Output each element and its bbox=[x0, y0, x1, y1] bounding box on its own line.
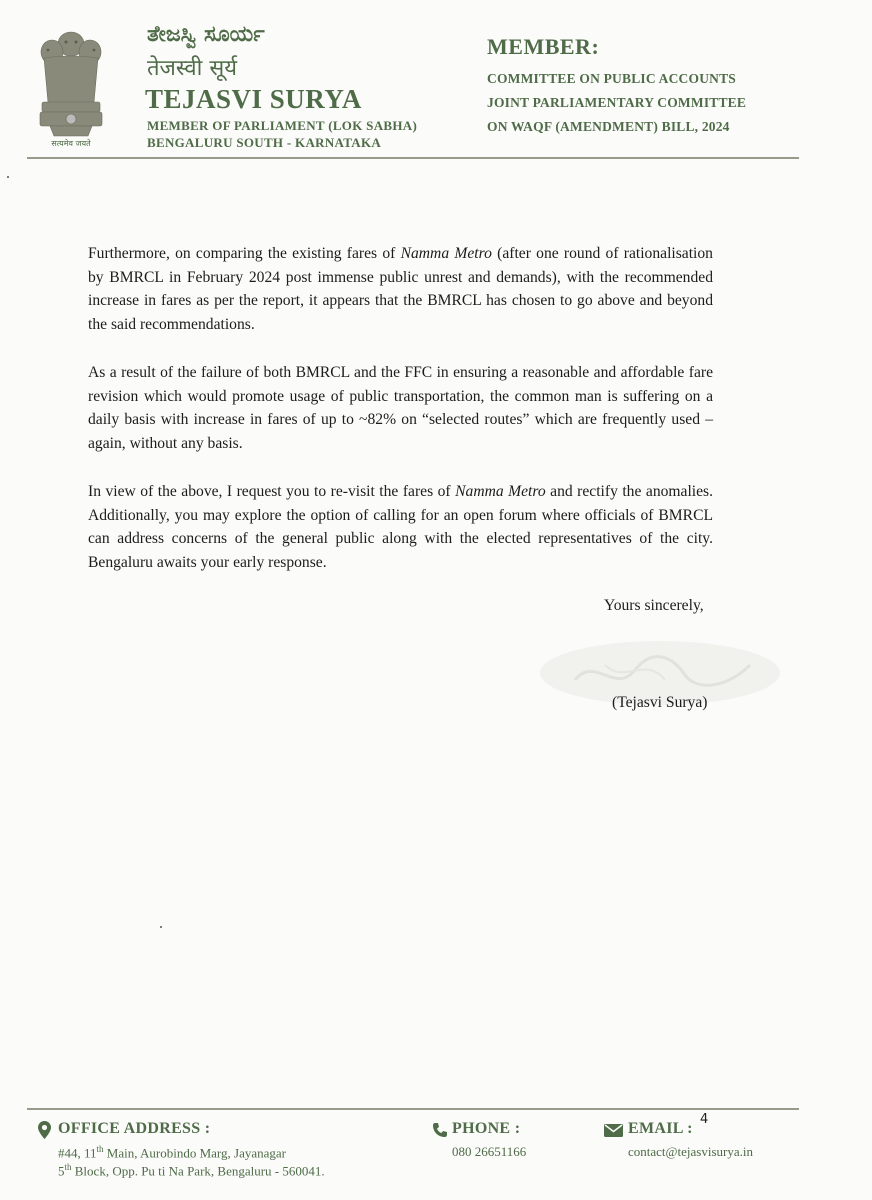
signatory-name: (Tejasvi Surya) bbox=[612, 694, 708, 711]
email-icon bbox=[604, 1124, 623, 1137]
emblem-motto: सत्यमेव जयते bbox=[51, 139, 91, 148]
address-text: 5 bbox=[58, 1163, 65, 1179]
paragraph-text: and rectify the anomalies. Additionally, you may explore the option of calling for an open forum where officials of BMRCL can address concerns of the general public along with the elected representatives of the city. Bengaluru awaits your early response. bbox=[88, 483, 714, 571]
state-emblem-icon bbox=[30, 24, 112, 152]
metro-name: Namma Metro bbox=[455, 483, 546, 500]
paragraph-request bbox=[88, 480, 713, 574]
name-english: TEJASVI SURYA bbox=[145, 84, 362, 114]
paragraph-text: In view of the above, I request you to re-visit the fares of bbox=[88, 483, 456, 500]
phone-icon bbox=[432, 1122, 448, 1138]
address-text: Main, Aurobindo Marg, Jayanagar bbox=[103, 1145, 286, 1161]
phone-label: PHONE : bbox=[452, 1120, 521, 1137]
paragraph-fare-revision: As a result of the failure of both BMRCL and the FFC in ensuring a reasonable and affordable fare revision which would promote usage of public transportation, the common man is suffering on a daily basis with increase in fares of up to ~82% on “selected routes” which are frequently used – again, without any basis. bbox=[88, 364, 713, 452]
ordinal-suffix: th bbox=[64, 1162, 72, 1172]
address-line-2 bbox=[58, 1162, 325, 1179]
designation: MEMBER OF PARLIAMENT (LOK SABHA) bbox=[147, 118, 418, 133]
scan-speck bbox=[7, 176, 9, 178]
committee-line-3: ON WAQF (AMENDMENT) BILL, 2024 bbox=[487, 119, 730, 134]
email-label: EMAIL : bbox=[628, 1120, 693, 1137]
committee-line-1: COMMITTEE ON PUBLIC ACCOUNTS bbox=[487, 71, 737, 86]
name-kannada: ತೇಜಸ್ವಿ ಸೂರ್ಯ bbox=[147, 22, 265, 47]
location-pin-icon bbox=[38, 1121, 51, 1139]
address-text: Block, Opp. Pu ti Na Park, Bengaluru - 560041. bbox=[71, 1163, 325, 1179]
office-address-label: OFFICE ADDRESS : bbox=[58, 1120, 211, 1137]
header-divider bbox=[27, 157, 799, 159]
email-address: contact@tejasvisurya.in bbox=[628, 1144, 753, 1159]
footer-divider bbox=[27, 1108, 799, 1110]
member-title: MEMBER: bbox=[487, 34, 600, 59]
closing-salutation: Yours sincerely, bbox=[604, 597, 704, 614]
metro-name: Namma Metro bbox=[400, 245, 492, 262]
name-hindi: तेजस्वी सूर्य bbox=[147, 56, 237, 81]
phone-number: 080 26651166 bbox=[452, 1144, 527, 1159]
constituency: BENGALURU SOUTH - KARNATAKA bbox=[147, 135, 382, 150]
paragraph-fare-comparison bbox=[88, 242, 713, 336]
paragraph-text: (after one round of rationalisation by BMRCL in February 2024 post immense public unrest and demands), with the recommended increase in fares as per the report, it appears that the BMRCL has chosen to go above and beyond the said recommendations. bbox=[88, 245, 713, 333]
address-line-1 bbox=[58, 1144, 286, 1161]
address-text: #44, 11 bbox=[58, 1145, 97, 1161]
page-number: 4 bbox=[700, 1112, 709, 1127]
paragraph-text: Furthermore, on comparing the existing fares of bbox=[88, 245, 401, 262]
committee-line-2: JOINT PARLIAMENTARY COMMITTEE bbox=[487, 95, 747, 110]
ordinal-suffix: th bbox=[96, 1144, 104, 1154]
scan-speck bbox=[160, 926, 162, 928]
